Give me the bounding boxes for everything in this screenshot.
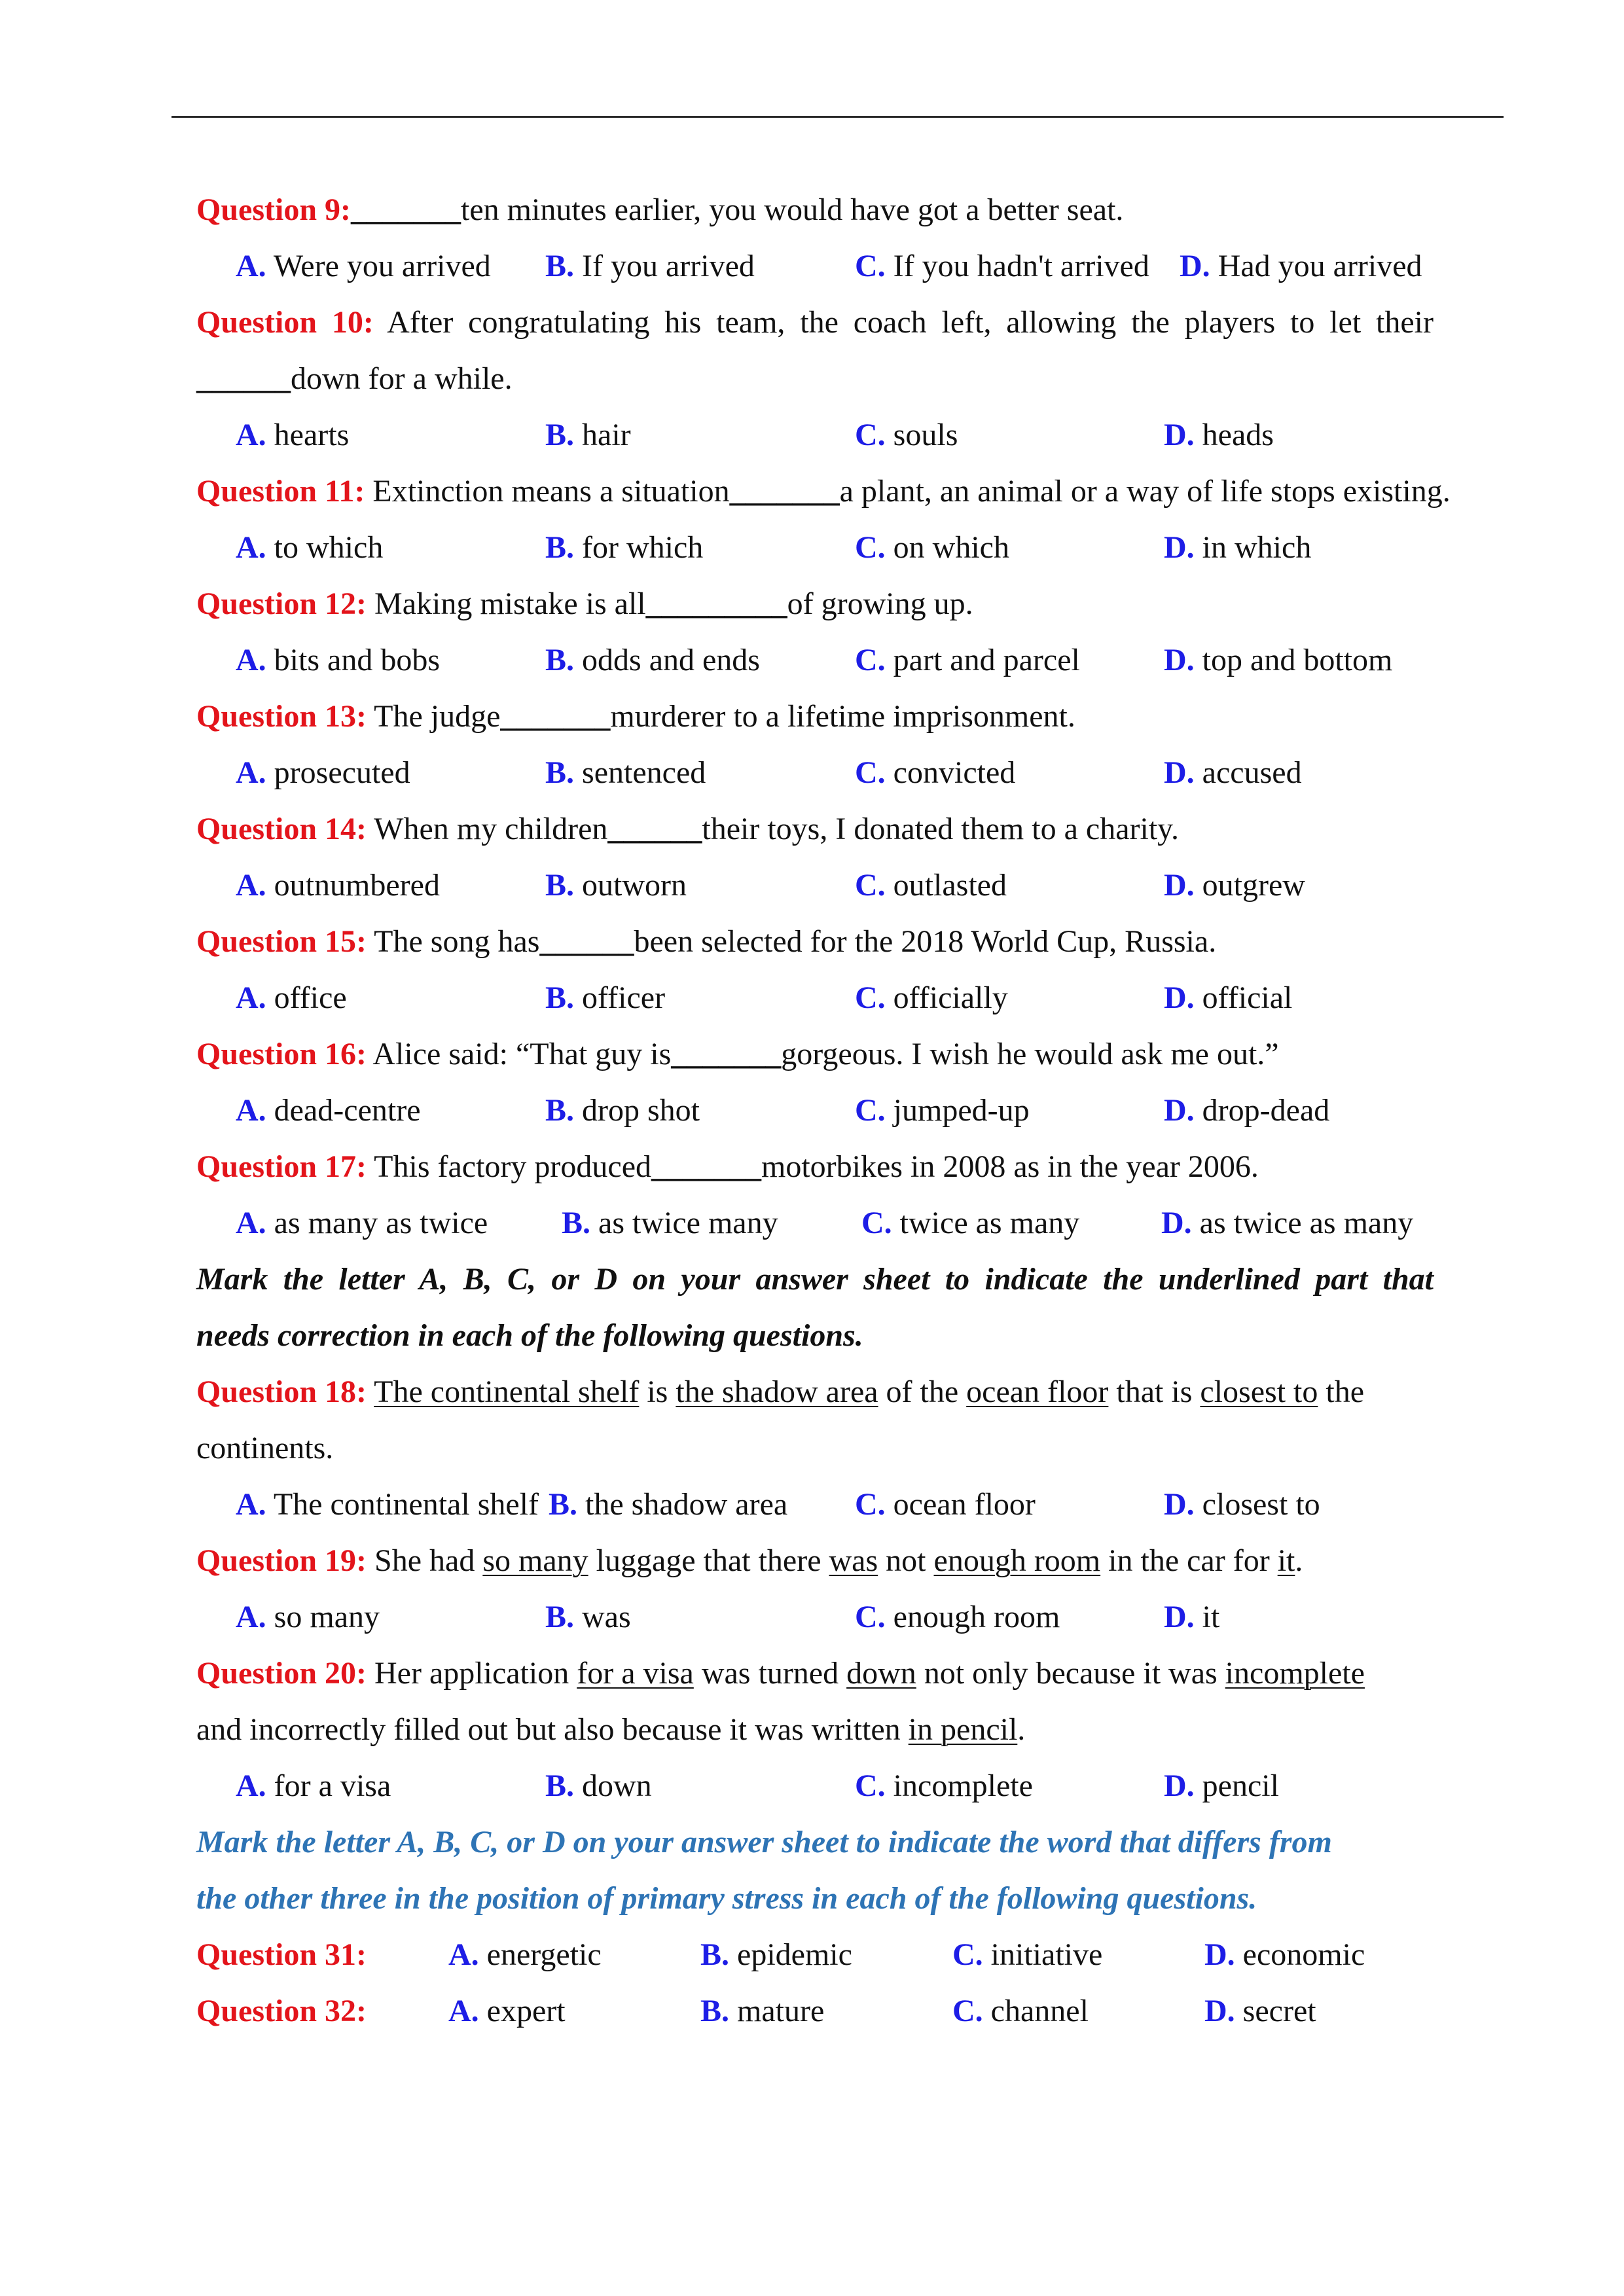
option-a[interactable]: A. office xyxy=(236,980,347,1015)
question-19-options xyxy=(196,1589,1512,1645)
option-d[interactable]: D. secret xyxy=(1204,1994,1316,2028)
question-text: their toys, I donated them to a charity. xyxy=(702,812,1180,846)
option-d[interactable]: D. accused xyxy=(1164,755,1302,790)
question-text: motorbikes in 2008 as in the year 2006. xyxy=(761,1149,1259,1184)
header-rule xyxy=(171,116,1504,118)
option-c[interactable]: C. souls xyxy=(855,418,958,452)
option-b[interactable]: B. epidemic xyxy=(700,1937,852,1972)
option-a[interactable]: A. prosecuted xyxy=(236,755,410,790)
question-11-options xyxy=(196,520,1512,576)
underlined-part-d: closest to xyxy=(1200,1374,1318,1409)
question-label: Question 19: xyxy=(196,1543,367,1578)
underlined-part-d: it xyxy=(1277,1543,1295,1578)
option-a[interactable]: A. hearts xyxy=(236,418,350,452)
option-b[interactable]: B. mature xyxy=(700,1994,825,2028)
option-a[interactable]: A. dead-centre xyxy=(236,1093,421,1128)
option-a[interactable]: A. as many as twice xyxy=(236,1206,488,1240)
question-text: This factory produced xyxy=(374,1149,651,1184)
question-32 xyxy=(196,1983,1512,2039)
option-c[interactable]: C. channel xyxy=(952,1994,1089,2028)
underlined-part-a: so many xyxy=(482,1543,588,1578)
underlined-part-a: for a visa xyxy=(577,1656,694,1691)
option-c[interactable]: C. convicted xyxy=(855,755,1016,790)
option-d[interactable]: D. in which xyxy=(1164,530,1312,565)
question-18-stem xyxy=(196,1364,1512,1420)
answer-blank: ______ xyxy=(196,361,291,396)
question-text: a plant, an animal or a way of life stops existing. xyxy=(839,474,1451,509)
question-9-stem xyxy=(196,182,1512,238)
section-instruction-correction-line2: needs correction in each of the following questions. xyxy=(196,1318,863,1353)
question-label: Question 9: xyxy=(196,192,352,227)
question-10-stem-line2 xyxy=(196,351,1512,407)
question-label: Question 20: xyxy=(196,1656,367,1691)
option-a[interactable]: A. energetic xyxy=(448,1937,602,1972)
option-a[interactable]: A. expert xyxy=(448,1994,566,2028)
question-15-options xyxy=(196,970,1512,1026)
question-18-options xyxy=(196,1477,1512,1533)
question-text: Extinction means a situation xyxy=(372,474,730,509)
option-c[interactable]: C. enough room xyxy=(855,1600,1060,1634)
question-20-stem xyxy=(196,1645,1512,1702)
question-20-stem-line2 xyxy=(196,1702,1512,1758)
question-text: Her application xyxy=(374,1656,569,1691)
question-text: The song has xyxy=(374,924,540,959)
question-14-options xyxy=(196,857,1512,914)
answer-blank: _______ xyxy=(500,699,611,734)
answer-blank: _______ xyxy=(671,1037,782,1071)
question-text: the xyxy=(1326,1374,1365,1409)
option-d[interactable]: D. pencil xyxy=(1164,1768,1279,1803)
option-c[interactable]: C. on which xyxy=(855,530,1009,565)
question-text: of the xyxy=(886,1374,959,1409)
question-text: was turned xyxy=(701,1656,839,1691)
option-a[interactable]: A. for a visa xyxy=(236,1768,391,1803)
question-label: Question 18: xyxy=(196,1374,367,1409)
answer-blank: _______ xyxy=(651,1149,761,1184)
answer-blank: ______ xyxy=(607,812,702,846)
option-a[interactable]: A. outnumbered xyxy=(236,868,440,903)
question-text: that is xyxy=(1116,1374,1193,1409)
question-label: Question 15: xyxy=(196,924,367,959)
question-14-stem xyxy=(196,801,1512,857)
question-label: Question 10: xyxy=(196,305,374,340)
underlined-part-a: The continental shelf xyxy=(374,1374,640,1409)
underlined-part-b: down xyxy=(846,1656,916,1691)
question-label: Question 14: xyxy=(196,812,367,846)
option-d[interactable]: D. top and bottom xyxy=(1164,643,1393,677)
answer-blank: _________ xyxy=(645,586,787,621)
underlined-part-b: was xyxy=(829,1543,878,1578)
option-c[interactable]: C. If you hadn't arrived xyxy=(855,249,1149,283)
question-10-options xyxy=(196,407,1512,463)
question-20-options xyxy=(196,1758,1512,1814)
option-b[interactable]: B. down xyxy=(545,1768,652,1803)
question-text: is xyxy=(647,1374,668,1409)
underlined-part-c: incomplete xyxy=(1225,1656,1365,1691)
question-label: Question 32: xyxy=(196,1994,367,2028)
option-d[interactable]: D. drop-dead xyxy=(1164,1093,1330,1128)
option-b[interactable]: B. If you arrived xyxy=(545,249,755,283)
option-c[interactable]: C. outlasted xyxy=(855,868,1007,903)
option-c[interactable]: C. ocean floor xyxy=(855,1487,1036,1522)
option-d[interactable]: D. official xyxy=(1164,980,1293,1015)
question-11-stem xyxy=(196,463,1512,520)
underlined-part-c: enough room xyxy=(933,1543,1101,1578)
option-a[interactable]: A. The continental shelf xyxy=(236,1487,539,1522)
question-text: When my children xyxy=(374,812,608,846)
question-12-stem xyxy=(196,576,1512,632)
question-17-stem xyxy=(196,1139,1512,1195)
question-text: gorgeous. I wish he would ask me out.” xyxy=(781,1037,1279,1071)
question-text: of growing up. xyxy=(787,586,973,621)
section-instruction-stress-line2: the other three in the position of primary stress in each of the following questions. xyxy=(196,1881,1257,1916)
question-text: been selected for the 2018 World Cup, Russia. xyxy=(634,924,1217,959)
answer-blank: _______ xyxy=(729,474,840,509)
option-c[interactable]: C. jumped-up xyxy=(855,1093,1030,1128)
question-text: Alice said: “That guy is xyxy=(372,1037,672,1071)
option-d[interactable]: D. Had you arrived xyxy=(1180,249,1422,283)
section-instruction-stress: Mark the letter A, B, C, or D on your answer sheet to indicate the word that differs from xyxy=(196,1825,1332,1859)
option-b[interactable]: B. hair xyxy=(545,418,631,452)
question-13-options xyxy=(196,745,1512,801)
option-d[interactable]: D. economic xyxy=(1204,1937,1365,1972)
option-c[interactable]: C. twice as many xyxy=(861,1206,1080,1240)
option-b[interactable]: B. for which xyxy=(545,530,704,565)
question-18-stem-line2: continents. xyxy=(196,1431,334,1465)
question-13-stem xyxy=(196,689,1512,745)
option-b[interactable]: B. outworn xyxy=(545,868,687,903)
option-d[interactable]: D. heads xyxy=(1164,418,1274,452)
option-b[interactable]: B. sentenced xyxy=(545,755,706,790)
question-label: Question 11: xyxy=(196,474,365,509)
answer-blank: ______ xyxy=(539,924,634,959)
question-text: . xyxy=(1295,1543,1303,1578)
question-label: Question 16: xyxy=(196,1037,367,1071)
question-text: luggage that there xyxy=(596,1543,821,1578)
option-d[interactable]: D. outgrew xyxy=(1164,868,1305,903)
question-9-options xyxy=(196,238,1512,295)
question-16-options xyxy=(196,1083,1512,1139)
question-15-stem xyxy=(196,914,1512,970)
question-text: not only because it was xyxy=(924,1656,1218,1691)
question-sheet xyxy=(196,182,1512,2039)
question-16-stem xyxy=(196,1026,1512,1083)
question-text: She had xyxy=(374,1543,475,1578)
underlined-part-c: ocean floor xyxy=(966,1374,1109,1409)
option-a[interactable]: A. Were you arrived xyxy=(236,249,491,283)
option-c[interactable]: C. part and parcel xyxy=(855,643,1080,677)
question-17-options xyxy=(196,1195,1512,1251)
underlined-part-b: the shadow area xyxy=(676,1374,878,1409)
answer-blank: _______ xyxy=(351,192,461,227)
option-c[interactable]: C. officially xyxy=(855,980,1008,1015)
option-b[interactable]: B. odds and ends xyxy=(545,643,760,677)
question-text: not xyxy=(886,1543,926,1578)
option-b[interactable]: B. as twice many xyxy=(562,1206,778,1240)
question-text: . xyxy=(1017,1712,1026,1747)
question-19-stem xyxy=(196,1533,1512,1589)
option-a[interactable]: A. so many xyxy=(236,1600,380,1634)
question-text: in the car for xyxy=(1108,1543,1270,1578)
section-instruction-correction: Mark the letter A, B, C, or D on your answer sheet to indicate the underlined part that xyxy=(196,1262,1434,1297)
question-text: After congratulating his team, the coach left, allowing the players to let their xyxy=(387,305,1434,340)
option-d[interactable]: D. closest to xyxy=(1164,1487,1320,1522)
option-b[interactable]: B. was xyxy=(545,1600,631,1634)
question-text: murderer to a lifetime imprisonment. xyxy=(610,699,1075,734)
option-a[interactable]: A. bits and bobs xyxy=(236,643,441,677)
question-text: and incorrectly filled out but also because it was written xyxy=(196,1712,901,1747)
underlined-part-d: in pencil xyxy=(908,1712,1018,1747)
option-b[interactable]: B. drop shot xyxy=(545,1093,700,1128)
option-b[interactable]: B. the shadow area xyxy=(549,1487,788,1522)
question-12-options xyxy=(196,632,1512,689)
option-a[interactable]: A. to which xyxy=(236,530,384,565)
question-text: Making mistake is all xyxy=(374,586,646,621)
question-label: Question 31: xyxy=(196,1937,367,1972)
question-text: down for a while. xyxy=(291,361,513,396)
option-c[interactable]: C. initiative xyxy=(952,1937,1103,1972)
question-text: The judge xyxy=(374,699,501,734)
question-10-stem xyxy=(196,295,1434,351)
question-label: Question 17: xyxy=(196,1149,367,1184)
option-d[interactable]: D. as twice as many xyxy=(1161,1206,1414,1240)
option-b[interactable]: B. officer xyxy=(545,980,666,1015)
question-label: Question 12: xyxy=(196,586,367,621)
option-c[interactable]: C. incomplete xyxy=(855,1768,1033,1803)
option-d[interactable]: D. it xyxy=(1164,1600,1220,1634)
question-label: Question 13: xyxy=(196,699,367,734)
question-31 xyxy=(196,1927,1512,1983)
question-text: ten minutes earlier, you would have got a better seat. xyxy=(461,192,1124,227)
